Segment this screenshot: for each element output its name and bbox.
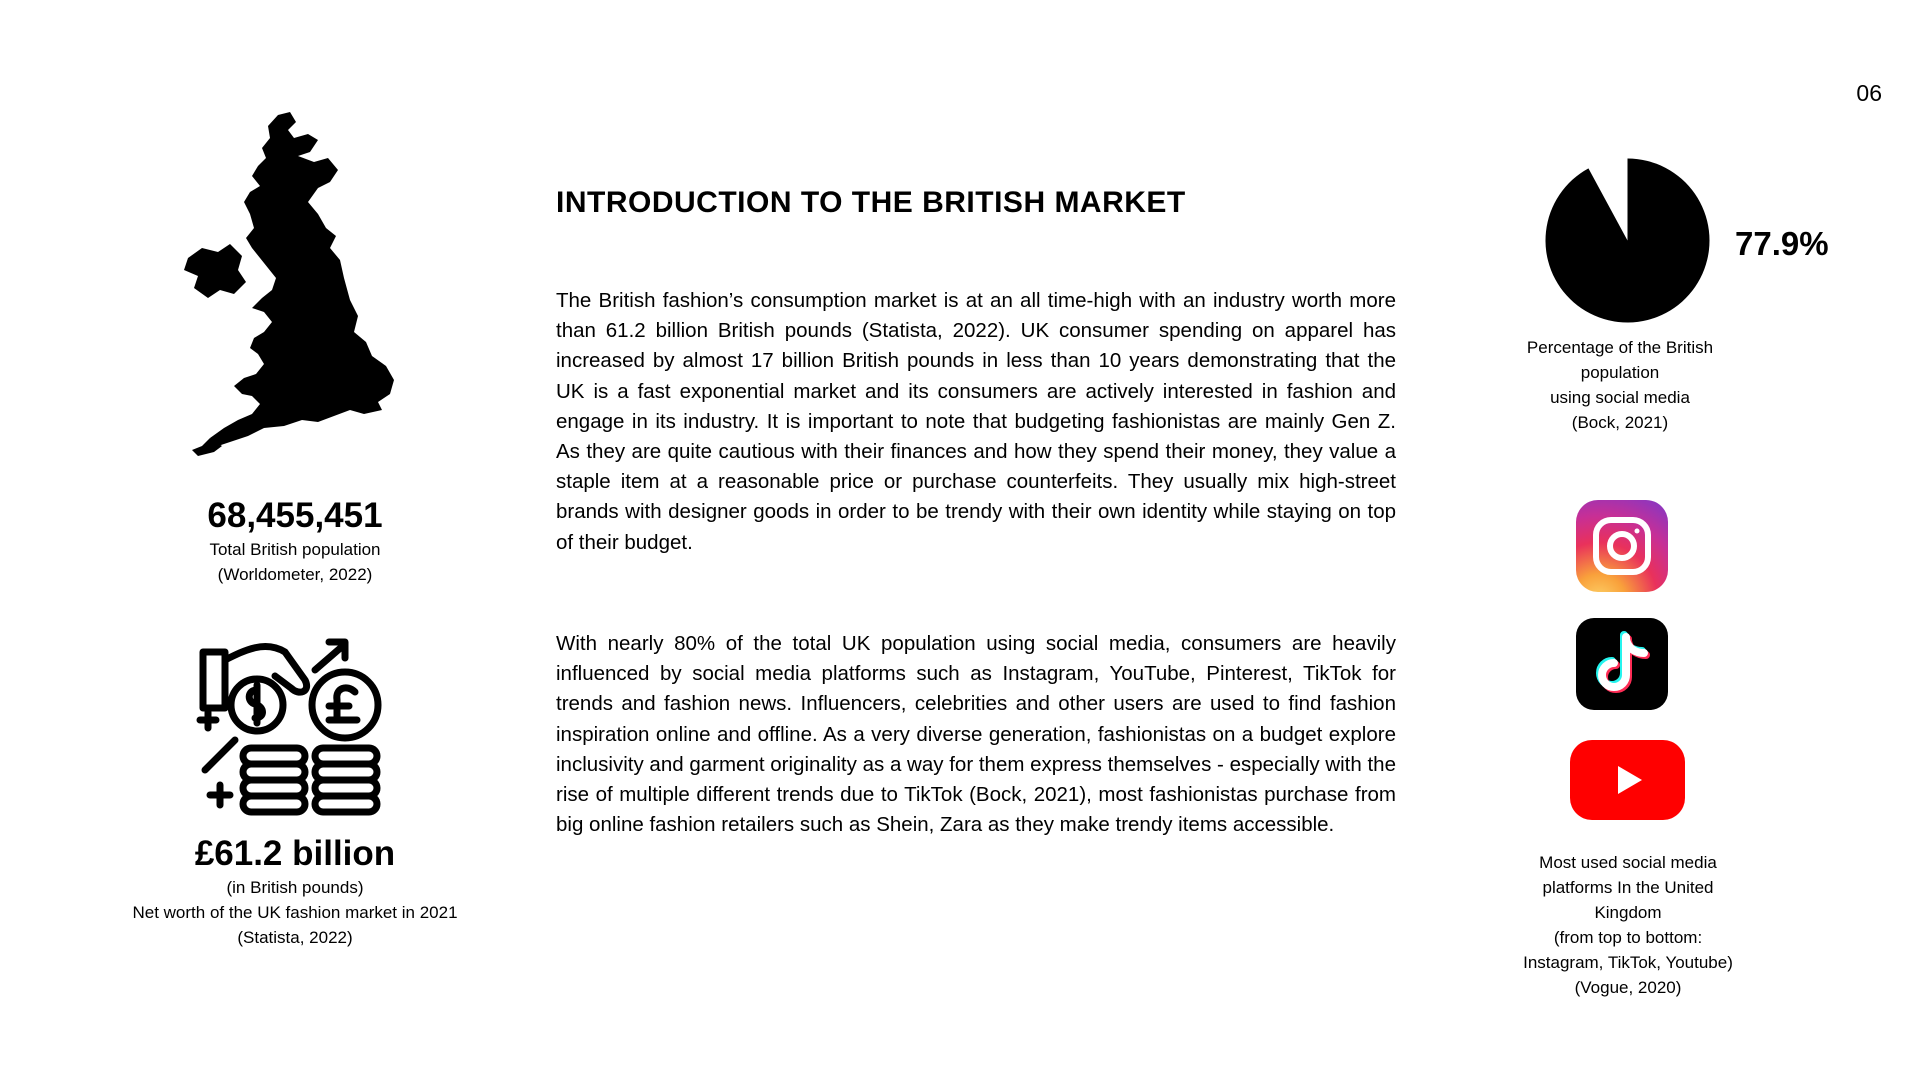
pie-caption [1500,335,1740,435]
population-caption [150,537,440,587]
page-title: INTRODUCTION TO THE BRITISH MARKET [556,186,1186,219]
social-media-paragraph: With nearly 80% of the total UK population using social media, consumers are heavily influenced by social media platforms such as Instagram, YouTube, Pinterest, TikTok for trends and fashion news. Influencers, celebrities and other users are used to find fashion inspiration online and offline. As a very diverse generation, fashionistas on a budget explore inclusivity and garment originality as a way for them express themselves - especially with the rise of multiple different trends due to TikTok (Bock, 2021), most fashionistas purchase from big online fashion retailers such as Shein, Zara as they make trendy items accessible. [556,632,1396,837]
social-media-percentage: 77.9% [1735,225,1829,262]
market-caption-line: (in British pounds) [226,878,364,897]
intro-paragraph: The British fashion’s consumption market is at an all time-high with an industry worth more than 61.2 billion British pounds (Statista, 2022). UK consumer spending on apparel has increased by almost 17 billion British pounds in less than 10 years demonstrating that the UK is a fast exponential market and its consumers are actively interested in fashion and engage in its industry. It is important to note that budgeting fashionistas are mainly Gen Z. As they are quite cautious with their finances and how they spend their money, they value a staple item at a reasonable price or purchase counterfeits. They usually mix high-street brands with designer goods in order to be trendy with their own identity while staying on top of their budget. [556,289,1396,554]
page-number: 06 [1856,80,1882,106]
pie-caption-line: (Bock, 2021) [1571,413,1669,432]
platforms-caption-line: (Vogue, 2020) [1574,978,1682,997]
uk-map-icon [168,110,418,480]
social-media-pie-chart [1545,158,1710,323]
population-stat [150,495,440,587]
platforms-caption-line: (from top to bottom: [1553,928,1703,947]
platforms-caption-line: Kingdom [1594,903,1662,922]
market-caption [115,875,475,950]
market-stat [115,833,475,950]
market-value: £61.2 billion [194,834,396,873]
instagram-icon [1576,500,1668,592]
population-caption-line: (Worldometer, 2022) [217,565,373,584]
market-caption-line: (Statista, 2022) [237,928,353,947]
population-caption-line: Total British population [209,540,381,559]
population-value: 68,455,451 [207,496,383,535]
pie-caption-line: Percentage of the British [1526,338,1714,357]
social-platforms-caption [1508,850,1748,1000]
pie-caption-line: using social media [1550,388,1690,407]
pie-caption-line: population [1580,363,1660,382]
tiktok-icon [1576,618,1668,710]
platforms-caption-line: Most used social media [1539,853,1717,872]
platforms-caption-line: platforms In the United [1542,878,1714,897]
market-caption-line: Net worth of the UK fashion market in 2021 [132,903,458,922]
money-coins-icon [195,630,395,820]
platforms-caption-line: Instagram, TikTok, Youtube) [1523,953,1733,972]
pie-slice-social-media [1546,159,1710,323]
youtube-icon [1570,740,1685,820]
